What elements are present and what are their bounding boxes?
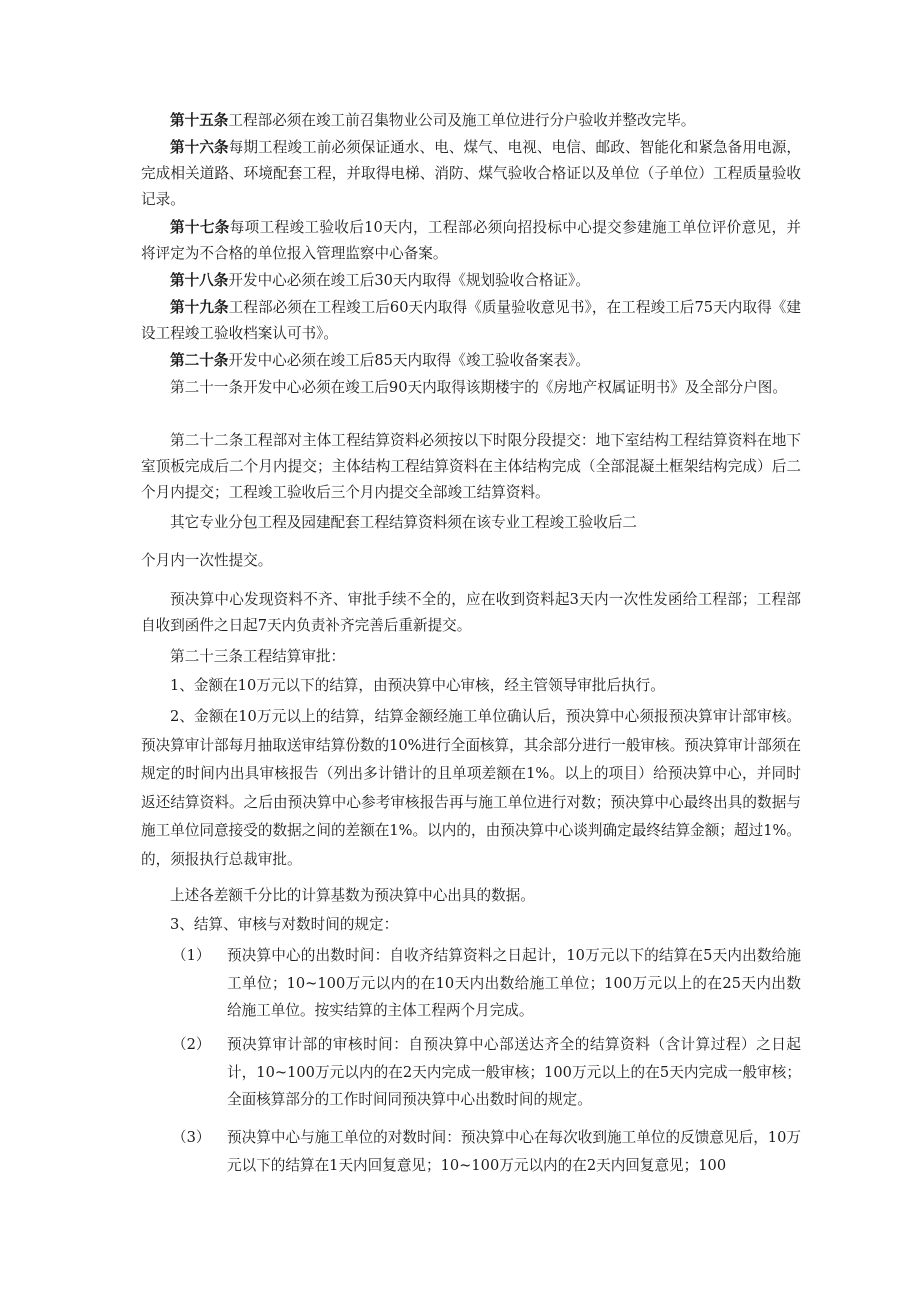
- sub-item-text: 预决算审计部的审核时间：自预决算中心部送达齐全的结算资料（含计算过程）之日起计，10~100万元以内的在2天内完成一般审核；100万元以上的在5天内完成一般审核；全面核算部分的工作时间同预决算中心出数时间的规定。: [227, 1036, 801, 1108]
- clause-17: 第十七条每项工程竣工验收后10天内，工程部必须向招投标中心提交参建施工单位评价意见，并将评定为不合格的单位报入管理监察中心备案。: [141, 219, 801, 262]
- clause-16: 第十六条每期工程竣工前必须保证通水、电、煤气、电视、电信、邮政、智能化和紧急备用电源，完成相关道路、环境配套工程，并取得电梯、消防、煤气验收合格证以及单位（子单位）工程质量验收记录。: [141, 139, 801, 208]
- paragraph-other-contracts-cont: 个月内一次性提交。: [141, 552, 273, 569]
- sub-item-1: [172, 942, 801, 1025]
- clause-20: 第二十条开发中心必须在竣工后85天内取得《竣工验收备案表》。: [170, 352, 590, 369]
- item-1: 1、金额在10万元以下的结算，由预决算中心审核，经主管领导审批后执行。: [170, 677, 665, 694]
- clause-18: 第十八条开发中心必须在竣工后30天内取得《规划验收合格证》。: [170, 272, 590, 289]
- clause-23: 第二十三条工程结算审批：: [170, 648, 346, 665]
- paragraph-calc-base: 上述各差额千分比的计算基数为预决算中心出具的数据。: [170, 887, 535, 904]
- clause-19: 第十九条工程部必须在工程竣工后60天内取得《质量验收意见书》，在工程竣工后75天内取得《建设工程竣工验收档案认可书》。: [141, 299, 801, 342]
- item-3: 3、结算、审核与对数时间的规定：: [170, 916, 399, 933]
- sub-item-label: （2）: [172, 1036, 211, 1053]
- sub-item-label: （3）: [172, 1129, 211, 1146]
- sub-item-label: （1）: [172, 947, 211, 964]
- clause-22: 第二十二条工程部对主体工程结算资料必须按以下时限分段提交：地下室结构工程结算资料在地下室顶板完成后二个月内提交；主体结构工程结算资料在主体结构完成（全部混凝土框架结构完成）后二个月内提交；工程竣工验收后三个月内提交全部竣工结算资料。: [141, 432, 801, 501]
- sub-item-text: 预决算中心的出数时间：自收齐结算资料之日起计，10万元以下的结算在5天内出数给施工单位；10~100万元以内的在10天内出数给施工单位；100万元以上的在25天内出数给施工单位。按实结算的主体工程两个月完成。: [227, 947, 801, 1019]
- clause-15: 第十五条工程部必须在竣工前召集物业公司及施工单位进行分户验收并整改完毕。: [170, 112, 696, 129]
- sub-item-3: [172, 1124, 801, 1179]
- sub-item-2: [172, 1031, 801, 1114]
- item-2: 2、金额在10万元以上的结算，结算金额经施工单位确认后，预决算中心须报预决算审计部审核。预决算审计部每月抽取送审结算份数的10%进行全面核算，其余部分进行一般审核。预决算审计部须在规定的时间内出具审核报告（列出多计错计的且单项差额在1%。以上的项目）给预决算中心，并同时返还结算资料。之后由预决算中心参考审核报告再与施工单位进行对数；预决算中心最终出具的数据与施工单位同意接受的数据之间的差额在1%。以内的，由预决算中心谈判确定最终结算金额；超过1%。的，须报执行总裁审批。: [141, 708, 801, 868]
- clause-21: 第二十一条开发中心必须在竣工后90天内取得该期楼宇的《房地产权属证明书》及全部分户图。: [170, 379, 787, 396]
- sub-item-text: 预决算中心与施工单位的对数时间：预决算中心在每次收到施工单位的反馈意见后，10万元以下的结算在1天内回复意见；10~100万元以内的在2天内回复意见；100: [227, 1129, 801, 1174]
- paragraph-budget-center: 预决算中心发现资料不齐、审批手续不全的，应在收到资料起3天内一次性发函给工程部；工程部自收到函件之日起7天内负责补齐完善后重新提交。: [141, 591, 801, 634]
- paragraph-other-contracts: 其它专业分包工程及园建配套工程结算资料须在该专业工程竣工验收后二: [170, 514, 638, 531]
